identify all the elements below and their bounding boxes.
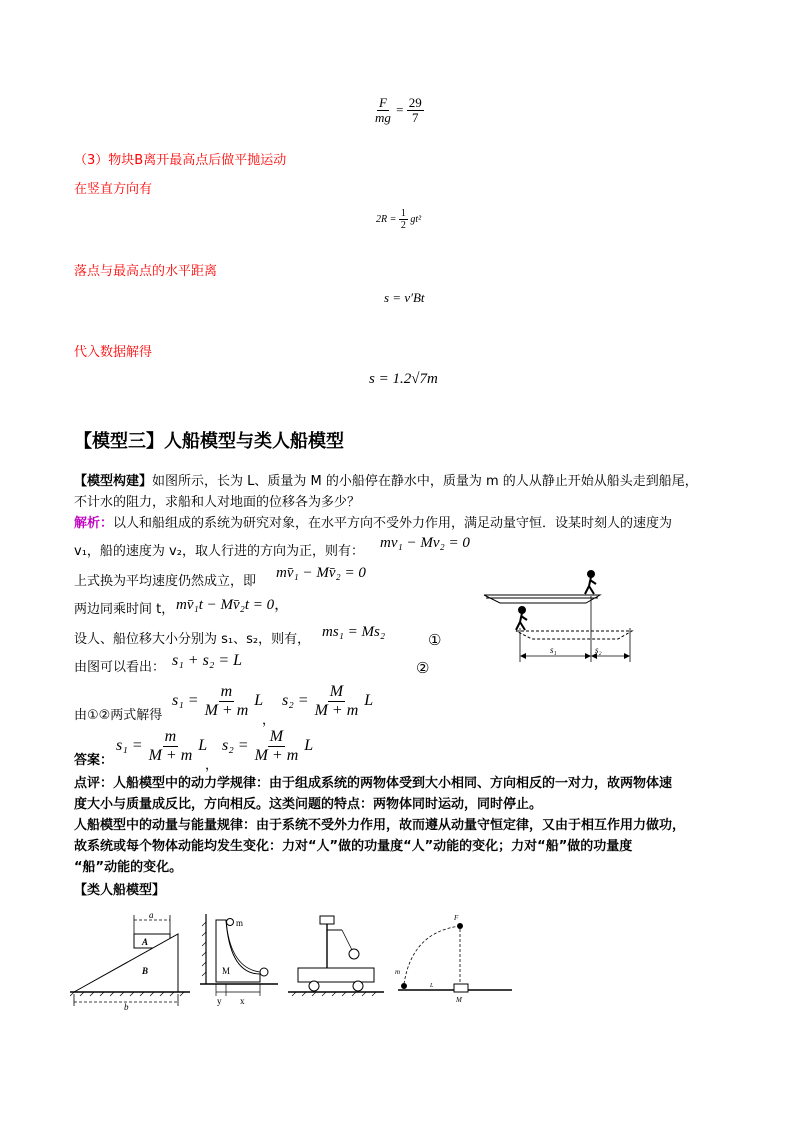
label-m: m xyxy=(236,918,244,928)
answer-tag: 答案： xyxy=(74,753,114,768)
label-s1: s₁ xyxy=(550,645,557,655)
equation-s1-result: s₁ = $\frac{m}{M + m}$ L xyxy=(172,683,264,719)
label-y: y xyxy=(217,996,222,1006)
label-top: F xyxy=(454,914,459,922)
label-A: A xyxy=(142,937,149,947)
step3-label: （3）物块B离开最高点后做平抛运动 xyxy=(74,153,287,168)
arrow-s1-head-left xyxy=(520,653,526,659)
arrow-s1-head-right xyxy=(585,653,591,659)
comment-line2: 度大小与质量成反比，方向相反。这类问题的特点：两物体同时运动，同时停止。 xyxy=(74,797,543,812)
ball-bottom xyxy=(260,968,268,976)
label-x: x xyxy=(240,996,245,1006)
wall-hatch xyxy=(202,922,206,976)
equation-displacement: ms₁ = Ms₂ xyxy=(322,624,386,640)
wedge-B xyxy=(74,934,178,992)
equation-average: mv̄₁ − Mv̄₂ = 0 xyxy=(276,565,366,581)
separator-comma-1: ， xyxy=(262,713,276,728)
equation-s-result: s = 1.2√7m xyxy=(369,371,438,387)
avg-text: 上式换为平均速度仍然成立，即 xyxy=(74,574,257,589)
comment-line4: 故系统或每个物体动能均发生变化：力对“人”做的功量度“人”动能的变化；力对“船”做的功量度 xyxy=(74,839,633,854)
answer-s1: s₁ = $\frac{m}{M + m}$ L xyxy=(116,728,208,764)
cart-body xyxy=(298,968,374,982)
top-block xyxy=(320,916,334,924)
equation-time: mv̄₁t − Mv̄₂t = 0， xyxy=(176,597,290,613)
label-B: B xyxy=(142,966,149,976)
answer-s2: s₂ = $\frac{M}{M + m}$ L xyxy=(222,728,314,764)
label-b: b xyxy=(124,1002,129,1012)
boat-top xyxy=(484,595,600,603)
analysis-line2: v₁，船的速度为 v₂，取人行进的方向为正，则有： xyxy=(74,544,364,559)
label-mid: L xyxy=(430,983,434,989)
comment-line5: “船”动能的变化。 xyxy=(74,860,183,875)
arrow-s2-head-right xyxy=(624,653,630,659)
boat-bottom xyxy=(516,631,632,639)
string xyxy=(342,930,352,950)
label-left: m xyxy=(395,968,401,976)
analysis-line1: 解析：以人和船组成的系统为研究对象，在水平方向不受外力作用，满足动量守恒．设某时刻人的速度为 xyxy=(74,516,673,531)
equation-s-vt: s = v′Bt xyxy=(384,290,425,305)
ball-top xyxy=(227,919,234,926)
similar-model-title: 【类人船模型】 xyxy=(74,883,166,898)
time-text: 两边同乘时间 t， xyxy=(74,602,175,617)
section-title: 【模型三】人船模型与类人船模型 xyxy=(74,431,344,452)
label-M: M xyxy=(222,966,231,976)
wheel-left xyxy=(309,981,319,991)
separator-comma-2: ， xyxy=(205,758,219,773)
substitute-label: 代入数据解得 xyxy=(74,345,153,360)
circle-marker-2: ② xyxy=(416,659,430,677)
person-top-icon xyxy=(585,571,596,594)
comment-line3: 人船模型中的动量与能量规律：由于系统不受外力作用，故而遵从动量守恒定律，又由于相互作用力做功， xyxy=(74,818,686,833)
projectile-figure xyxy=(394,912,514,1008)
bob xyxy=(349,949,359,959)
trajectory xyxy=(404,926,460,984)
ball-start xyxy=(401,983,407,989)
ball-top xyxy=(457,923,463,929)
equation-2R: 2R = $\frac{1}{2}$ gt² xyxy=(376,208,422,231)
circle-marker-1: ① xyxy=(428,631,442,649)
equation-force-ratio: $\frac{F}{mg}$ = $\frac{29}{7}$ xyxy=(375,95,422,126)
vertical-label: 在竖直方向有 xyxy=(74,182,153,197)
equation-s2-result: s₂ = $\frac{M}{M + m}$ L xyxy=(282,683,374,719)
equation-sum: s₁ + s₂ = L xyxy=(172,652,243,669)
boat-diagram xyxy=(482,566,642,666)
label-s2: s₂ xyxy=(595,645,602,655)
solve-text: 由①②两式解得 xyxy=(74,708,163,723)
cart-pendulum-figure xyxy=(288,912,384,998)
person-bottom-icon xyxy=(516,607,527,630)
horizontal-label: 落点与最高点的水平距离 xyxy=(74,264,218,279)
fig-text: 由图可以看出： xyxy=(74,660,166,675)
model-build-line1: 【模型构建】如图所示，长为 L、质量为 M 的小船停在静水中，质量为 m 的人从静止开始从船头走到船尾， xyxy=(74,474,698,489)
cart-block xyxy=(454,984,468,992)
wheel-right xyxy=(353,981,363,991)
comment-line1: 点评：人船模型中的动力学规律：由于组成系统的两物体受到大小相同、方向相反的一对力，故两物体速 xyxy=(74,776,673,791)
disp-text: 设人、船位移大小分别为 s₁、s₂，则有， xyxy=(74,632,311,647)
equation-momentum: mv₁ − Mv₂ = 0 xyxy=(380,535,470,551)
model-build-line2: 不计水的阻力，求船和人对地面的位移各为多少？ xyxy=(74,495,361,510)
label-a: a xyxy=(149,912,154,920)
wedge-figure xyxy=(70,912,192,1012)
curved-track-figure xyxy=(200,912,280,1008)
label-bottom: M xyxy=(456,996,462,1004)
